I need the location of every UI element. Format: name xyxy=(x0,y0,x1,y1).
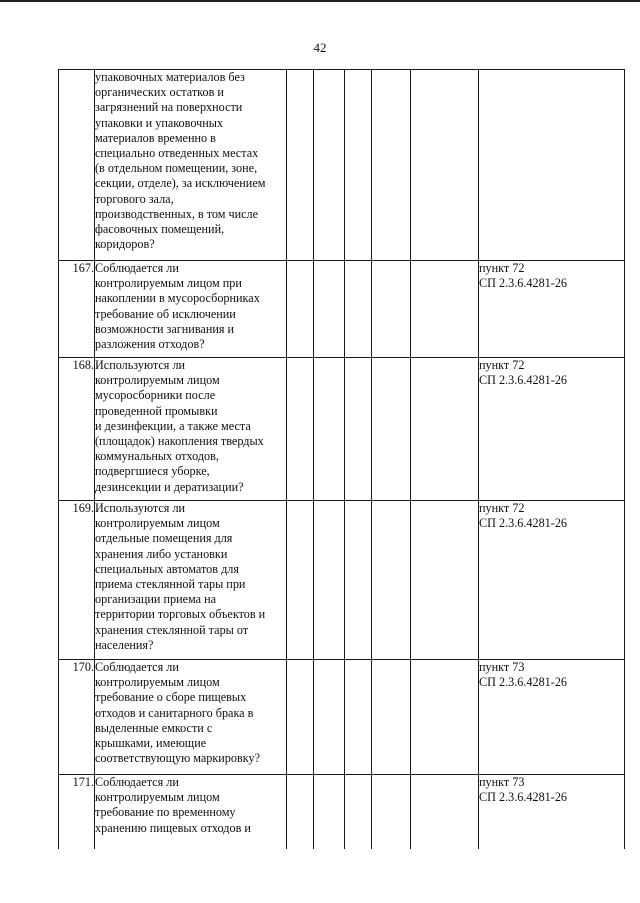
item-number: 169. xyxy=(59,501,95,660)
question-line: населения? xyxy=(95,637,154,652)
answer-cell-extra xyxy=(372,660,411,775)
table-row-continuation xyxy=(59,70,625,261)
question-line: контролируемым лицом при xyxy=(95,276,242,291)
question-line: секции, отделе), за исключением xyxy=(95,176,266,191)
answer-cell-no xyxy=(314,660,345,775)
question-line: контролируемым лицом xyxy=(95,373,220,388)
reference-line: пункт 72 xyxy=(479,358,525,372)
answer-cell-no xyxy=(314,261,345,358)
question-line: торгового зала, xyxy=(95,191,174,206)
answer-cell-yes xyxy=(287,660,314,775)
question-line: хранению пищевых отходов и xyxy=(95,820,251,835)
question-line: специально отведенных местах xyxy=(95,146,259,161)
answer-cell-yes xyxy=(287,358,314,501)
question-line: Используются ли xyxy=(95,358,186,372)
notes-cell xyxy=(411,775,479,850)
question-line: коммунальных отходов, xyxy=(95,449,219,464)
notes-cell xyxy=(411,261,479,358)
question-line: отходов и санитарного брака в xyxy=(95,705,254,720)
question-cell xyxy=(95,358,287,501)
question-line: упаковки и упаковочных xyxy=(95,115,224,130)
answer-cell-not-applicable xyxy=(345,775,372,850)
answer-cell-yes xyxy=(287,501,314,660)
question-line: Соблюдается ли xyxy=(95,261,179,275)
notes-cell xyxy=(411,660,479,775)
question-line: накоплении в мусоросборниках xyxy=(95,291,260,306)
question-line: мусоросборники после xyxy=(95,388,216,403)
answer-cell-extra xyxy=(372,70,411,261)
table-row-170 xyxy=(59,660,625,775)
question-line: фасовочных помещений, xyxy=(95,222,225,237)
answer-cell-extra xyxy=(372,358,411,501)
checklist-table xyxy=(58,69,625,849)
reference-line: СП 2.3.6.4281-26 xyxy=(479,790,568,805)
reference-line: пункт 72 xyxy=(479,501,525,515)
reference-cell xyxy=(479,501,625,660)
question-line: территории торговых объектов и xyxy=(95,607,266,622)
answer-cell-no xyxy=(314,775,345,850)
answer-cell-extra xyxy=(372,261,411,358)
question-line: крышками, имеющие xyxy=(95,736,207,751)
answer-cell-not-applicable xyxy=(345,261,372,358)
question-line: Используются ли xyxy=(95,501,186,515)
question-line: специальных автоматов для xyxy=(95,561,239,576)
top-rule xyxy=(0,0,640,2)
question-cell xyxy=(95,775,287,850)
question-line: и дезинфекции, а также места xyxy=(95,418,251,433)
question-line: соответствующую маркировку? xyxy=(95,751,261,766)
question-line: (в отдельном помещении, зоне, xyxy=(95,161,258,176)
question-cell xyxy=(95,261,287,358)
answer-cell-not-applicable xyxy=(345,501,372,660)
question-line: приема стеклянной тары при xyxy=(95,577,246,592)
table-row-167 xyxy=(59,261,625,358)
question-cell xyxy=(95,501,287,660)
answer-cell-no xyxy=(314,70,345,261)
reference-line: СП 2.3.6.4281-26 xyxy=(479,675,568,690)
answer-cell-no xyxy=(314,501,345,660)
question-cell xyxy=(95,70,287,261)
answer-cell-yes xyxy=(287,775,314,850)
reference-cell xyxy=(479,261,625,358)
item-number: 168. xyxy=(59,358,95,501)
question-line: возможности загнивания и xyxy=(95,321,235,336)
question-line: (площадок) накопления твердых xyxy=(95,434,264,449)
answer-cell-yes xyxy=(287,261,314,358)
reference-cell xyxy=(479,70,625,261)
question-line: контролируемым лицом xyxy=(95,790,220,805)
answer-cell-not-applicable xyxy=(345,358,372,501)
notes-cell xyxy=(411,501,479,660)
question-line: требование по временному xyxy=(95,805,236,820)
item-number: 167. xyxy=(59,261,95,358)
reference-line: СП 2.3.6.4281-26 xyxy=(479,276,568,291)
reference-line: пункт 72 xyxy=(479,261,525,275)
item-number xyxy=(59,70,95,261)
reference-line: пункт 73 xyxy=(479,775,525,789)
question-line: загрязнений на поверхности xyxy=(95,100,243,115)
question-line: требование об исключении xyxy=(95,306,236,321)
question-line: контролируемым лицом xyxy=(95,516,220,531)
answer-cell-no xyxy=(314,358,345,501)
question-line: Соблюдается ли xyxy=(95,660,179,674)
notes-cell xyxy=(411,358,479,501)
answer-cell-yes xyxy=(287,70,314,261)
reference-line: СП 2.3.6.4281-26 xyxy=(479,516,568,531)
question-line: упаковочных материалов без xyxy=(95,70,245,84)
question-line: контролируемым лицом xyxy=(95,675,220,690)
question-line: производственных, в том числе xyxy=(95,206,259,221)
reference-cell xyxy=(479,358,625,501)
answer-cell-not-applicable xyxy=(345,70,372,261)
table-row-169 xyxy=(59,501,625,660)
table-row-168 xyxy=(59,358,625,501)
question-line: Соблюдается ли xyxy=(95,775,179,789)
page-number: 42 xyxy=(313,40,327,55)
question-line: требование о сборе пищевых xyxy=(95,690,247,705)
reference-cell xyxy=(479,775,625,850)
question-line: выделенные емкости с xyxy=(95,720,213,735)
reference-cell xyxy=(479,660,625,775)
table-row-171 xyxy=(59,775,625,850)
question-line: хранения либо установки xyxy=(95,546,228,561)
question-line: материалов временно в xyxy=(95,130,216,145)
item-number: 171. xyxy=(59,775,95,850)
reference-line: СП 2.3.6.4281-26 xyxy=(479,373,568,388)
question-line: органических остатков и xyxy=(95,85,224,100)
question-line: отдельные помещения для xyxy=(95,531,233,546)
question-line: разложения отходов? xyxy=(95,337,205,352)
question-cell xyxy=(95,660,287,775)
notes-cell xyxy=(411,70,479,261)
question-line: организации приема на xyxy=(95,592,217,607)
question-line: коридоров? xyxy=(95,237,155,252)
question-line: подвергшиеся уборке, xyxy=(95,464,210,479)
question-line: дезинсекции и дератизации? xyxy=(95,479,244,494)
question-line: проведенной промывки xyxy=(95,403,218,418)
answer-cell-not-applicable xyxy=(345,660,372,775)
answer-cell-extra xyxy=(372,775,411,850)
question-line: хранения стеклянной тары от xyxy=(95,622,249,637)
item-number: 170. xyxy=(59,660,95,775)
reference-line: пункт 73 xyxy=(479,660,525,674)
answer-cell-extra xyxy=(372,501,411,660)
